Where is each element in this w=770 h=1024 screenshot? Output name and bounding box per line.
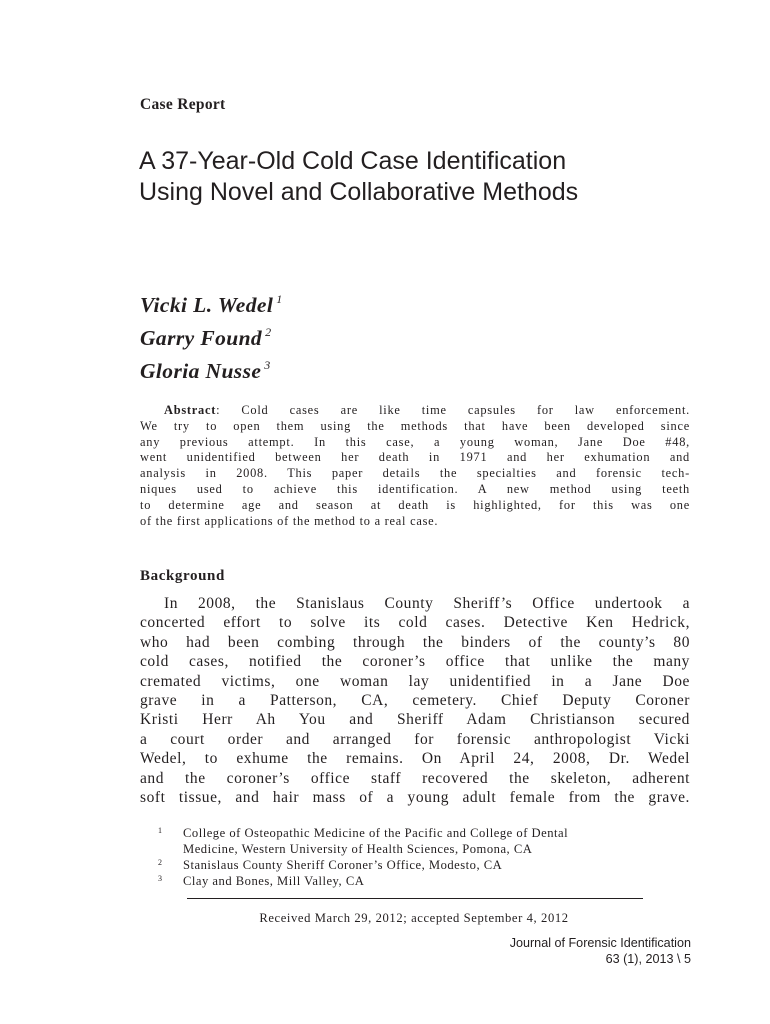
abstract-line: any previous attempt. In this case, a young woman, Jane Doe #48, (140, 434, 690, 449)
paragraph-line: soft tissue, and hair mass of a young adult female from the grave. (140, 789, 690, 807)
paragraph-line (140, 594, 690, 613)
abstract-line (140, 403, 690, 419)
paragraph-line: Wedel, to exhume the remains. On April 24, 2008, Dr. Wedel (140, 750, 690, 768)
footnote (155, 857, 695, 873)
footnote-line: Stanislaus County Sheriff Coroner’s Office, Modesto, CA (183, 858, 503, 872)
footnote-divider (187, 898, 643, 899)
abstract-line: niques used to achieve this identification. A new method using teeth (140, 481, 690, 496)
paragraph-line: and the coroner’s office staff recovered the skeleton, adherent (140, 769, 690, 787)
author-name: Garry Found (140, 326, 263, 350)
paragraph-line: a court order and arranged for forensic anthropologist Vicki (140, 730, 690, 748)
footnote-line: Clay and Bones, Mill Valley, CA (183, 874, 365, 888)
author-list (140, 286, 283, 385)
footnote-text (183, 825, 695, 857)
author-name: Gloria Nusse (140, 359, 262, 383)
author (140, 352, 283, 385)
paragraph-line: Kristi Herr Ah You and Sheriff Adam Christianson secured (140, 711, 690, 729)
section-heading: Background (140, 568, 225, 584)
paragraph-line: cremated victims, one woman lay unidentified in a Jane Doe (140, 672, 690, 690)
abstract-label: Abstract (164, 403, 217, 417)
footnotes (155, 825, 695, 889)
footnote-mark: 3 (158, 874, 163, 883)
abstract-line: We try to open them using the methods that have been developed since (140, 418, 690, 433)
journal-citation: 63 (1), 2013 \ 5 (605, 952, 691, 966)
footnote (155, 825, 695, 857)
affiliation-mark: 2 (265, 325, 272, 339)
footnote-line: Medicine, Western University of Health Sciences, Pomona, CA (183, 842, 533, 856)
paragraph-line: concerted effort to solve its cold cases. Detective Ken Hedrick, (140, 614, 690, 632)
footnote-text (183, 857, 695, 873)
author-name: Vicki L. Wedel (140, 293, 274, 317)
footnote (155, 873, 695, 889)
footnote-mark: 2 (158, 858, 163, 867)
abstract-line: to determine age and season at death is highlighted, for this was one (140, 497, 690, 512)
footnote-line: College of Osteopathic Medicine of the Pacific and College of Dental (183, 826, 569, 840)
paragraph-line: who had been combing through the binders of the county’s 80 (140, 633, 690, 651)
paragraph-line: cold cases, notified the coroner’s office that unlike the many (140, 653, 690, 671)
paragraph-line-text: In 2008, the Stanislaus County Sheriff’s Office undertook a (164, 595, 690, 612)
article-title (139, 146, 699, 208)
paragraph-line: grave in a Patterson, CA, cemetery. Chief Deputy Coroner (140, 692, 690, 710)
affiliation-mark: 1 (276, 292, 283, 306)
author (140, 286, 283, 319)
abstract-text: : Cold cases are like time capsules for law enforcement. (216, 403, 690, 417)
author (140, 319, 283, 352)
received-dates: Received March 29, 2012; accepted September 4, 2012 (259, 911, 569, 925)
background-paragraph (140, 594, 690, 807)
abstract-line: of the first applications of the method to a real case. (140, 513, 439, 528)
abstract-line: analysis in 2008. This paper details the specialties and forensic tech- (140, 466, 690, 481)
affiliation-mark: 3 (264, 358, 271, 372)
footnote-mark: 1 (158, 826, 163, 835)
title-line: A 37-Year-Old Cold Case Identification (139, 147, 567, 175)
journal-footer (510, 935, 691, 967)
abstract (140, 403, 690, 529)
footnote-text (183, 873, 695, 889)
title-line: Using Novel and Collaborative Methods (139, 178, 579, 206)
abstract-line: went unidentified between her death in 1971 and her exhumation and (140, 450, 690, 465)
journal-name: Journal of Forensic Identification (509, 936, 691, 950)
article-type-label: Case Report (140, 96, 226, 113)
